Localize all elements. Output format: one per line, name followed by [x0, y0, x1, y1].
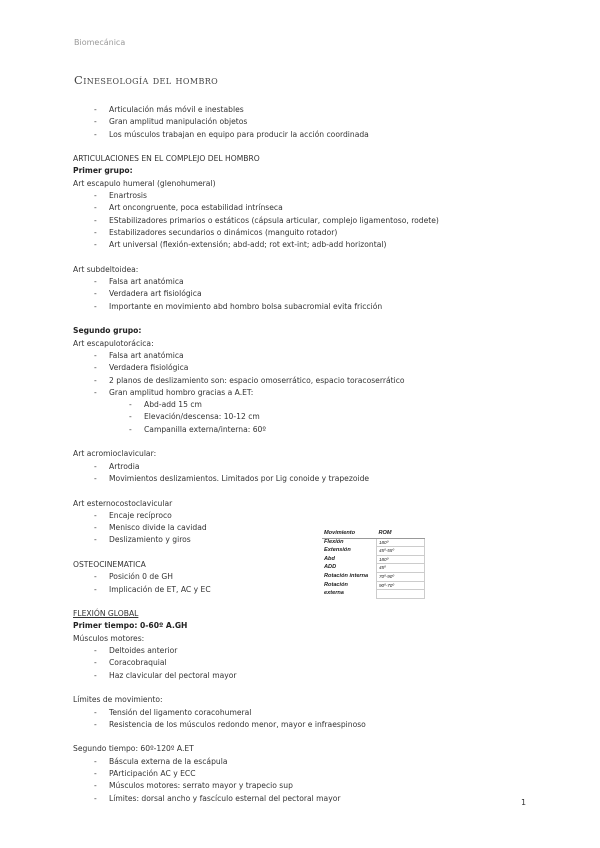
line-text: Estabilizadores secundarios o dinámicos (manguito rotador) — [109, 227, 338, 237]
bullet-item — [73, 202, 543, 214]
bullet-item — [73, 584, 543, 596]
dash-bullet-icon: - — [94, 510, 97, 520]
line-text: Art universal (flexión-extensión; abd-add; rot ext-int; adb-add horizontal) — [109, 240, 387, 250]
running-header: Biomecánica — [74, 38, 126, 47]
dash-bullet-icon: - — [94, 375, 97, 385]
rom-value-cell: 45º-55º — [376, 547, 424, 556]
line-text: Art esternocostoclavicular — [73, 498, 173, 508]
paragraph — [73, 153, 543, 165]
bullet-item — [73, 473, 543, 485]
line-text: Art escapulo humeral (glenohumeral) — [73, 178, 216, 188]
bullet-item — [73, 719, 543, 731]
dash-bullet-icon: - — [94, 535, 97, 545]
rom-movement-cell: Rotación — [324, 581, 348, 588]
spacer — [73, 485, 543, 497]
line-text: Segundo grupo: — [73, 326, 142, 336]
dash-bullet-icon: - — [94, 646, 97, 656]
line-text: Límites de movimiento: — [73, 695, 163, 705]
bullet-item — [73, 227, 543, 239]
bullet-item — [73, 104, 543, 116]
bullet-item — [73, 288, 543, 300]
line-text: Importante en movimiento abd hombro bolsa subacromial evita fricción — [109, 301, 383, 311]
dash-bullet-icon: - — [129, 424, 132, 434]
rom-value-cell: 90º-70º — [376, 581, 424, 590]
bullet-item — [73, 510, 543, 522]
line-text: Gran amplitud hombro gracias a A.ET: — [109, 387, 254, 397]
rom-table-row — [322, 564, 425, 573]
section-subheading — [73, 165, 543, 177]
line-text: EStabilizadores primarios o estáticos (cápsula articular, complejo ligamentoso, rodete) — [109, 215, 439, 225]
dash-bullet-icon: - — [94, 461, 97, 471]
dash-bullet-icon: - — [94, 584, 97, 594]
line-text: Verdadera art fisiológica — [109, 289, 202, 299]
spacer — [73, 731, 543, 743]
rom-header-rom: ROM — [376, 530, 424, 538]
dash-bullet-icon: - — [94, 363, 97, 373]
line-text: Haz clavicular del pectoral mayor — [109, 670, 237, 680]
line-text: Enartrosis — [109, 191, 147, 201]
bullet-item — [73, 362, 543, 374]
rom-value-cell: 180º — [376, 555, 424, 564]
line-text: Art escapulotorácica: — [73, 338, 154, 348]
dash-bullet-icon: - — [94, 793, 97, 803]
line-text: Verdadera fisiológica — [109, 363, 189, 373]
bullet-item — [73, 645, 543, 657]
paragraph — [73, 338, 543, 350]
line-text: Tensión del ligamento coracohumeral — [109, 707, 252, 717]
bullet-item — [73, 657, 543, 669]
line-text: Deslizamiento y giros — [109, 535, 191, 545]
paragraph — [73, 264, 543, 276]
line-text: FLEXIÓN GLOBAL — [73, 609, 139, 619]
bullet-item — [73, 399, 543, 411]
section-subheading — [73, 325, 543, 337]
line-text: Artrodia — [109, 461, 140, 471]
line-text: Art subdeltoidea: — [73, 264, 139, 274]
bullet-item — [73, 768, 543, 780]
rom-table — [322, 530, 425, 599]
dash-bullet-icon: - — [94, 129, 97, 139]
dash-bullet-icon: - — [94, 301, 97, 311]
rom-movement-cell: externa — [324, 590, 344, 597]
rom-value-cell — [376, 590, 424, 599]
line-text: Art oncongruente, poca estabilidad intrínseca — [109, 203, 283, 213]
bullet-item — [73, 239, 543, 251]
dash-bullet-icon: - — [94, 572, 97, 582]
line-text: Falsa art anatómica — [109, 350, 184, 360]
rom-value-cell: 180º — [376, 538, 424, 547]
rom-table-header-row — [322, 530, 425, 538]
dash-bullet-icon: - — [94, 105, 97, 114]
line-text: Art acromioclavicular: — [73, 449, 157, 459]
line-text: Campanilla externa/interna: 60º — [144, 424, 266, 434]
line-text: Falsa art anatómica — [109, 277, 184, 287]
line-text: Segundo tiempo: 60º-120º A.ET — [73, 744, 194, 754]
line-text: 2 planos de deslizamiento son: espacio omoserrático, espacio toracoserrático — [109, 375, 405, 385]
dash-bullet-icon: - — [94, 350, 97, 360]
line-text: Los músculos trabajan en equipo para producir la acción coordinada — [109, 129, 369, 139]
rom-movement-cell: Extensión — [324, 547, 351, 554]
paragraph — [73, 694, 543, 706]
paragraph — [73, 559, 543, 571]
spacer — [73, 682, 543, 694]
line-text: Músculos motores: — [73, 633, 145, 643]
rom-movement-cell: Flexión — [324, 538, 344, 545]
bullet-item — [73, 116, 543, 128]
bullet-item — [73, 129, 543, 141]
dash-bullet-icon: - — [94, 240, 97, 250]
paragraph — [73, 633, 543, 645]
line-text: Abd-add 15 cm — [144, 400, 202, 410]
dash-bullet-icon: - — [94, 707, 97, 717]
dash-bullet-icon: - — [94, 117, 97, 127]
bullet-item — [73, 215, 543, 227]
page-title: Cineseología del hombro — [74, 73, 219, 87]
bullet-item — [73, 522, 543, 534]
bullet-item — [73, 571, 543, 583]
bullet-item — [73, 793, 543, 805]
bullet-item — [73, 424, 543, 436]
dash-bullet-icon: - — [94, 670, 97, 680]
line-text: Movimientos deslizamientos. Limitados por Lig conoide y trapezoide — [109, 473, 370, 483]
dash-bullet-icon: - — [94, 781, 97, 791]
bullet-item — [73, 780, 543, 792]
bullet-item — [73, 670, 543, 682]
dash-bullet-icon: - — [94, 215, 97, 225]
rom-table-row — [322, 590, 425, 599]
dash-bullet-icon: - — [94, 203, 97, 213]
section-heading — [73, 608, 543, 620]
document-body — [73, 104, 543, 805]
bullet-item — [73, 461, 543, 473]
line-text: Coracobraquial — [109, 658, 167, 668]
bullet-item — [73, 707, 543, 719]
line-text: Primer grupo: — [73, 166, 133, 176]
line-text: Elevación/descensa: 10-12 cm — [144, 412, 260, 422]
rom-movement-cell: Rotación interna — [324, 572, 369, 579]
line-text: Resistencia de los músculos redondo menor, mayor e infraespinoso — [109, 719, 366, 729]
line-text: Implicación de ET, AC y EC — [109, 584, 211, 594]
bullet-item — [73, 411, 543, 423]
line-text: Deltoides anterior — [109, 646, 178, 656]
paragraph — [73, 743, 543, 755]
line-text: PArticipación AC y ECC — [109, 769, 196, 779]
rom-table-row — [322, 572, 425, 581]
rom-movement-cell: Abd — [324, 555, 335, 562]
bullet-item — [73, 276, 543, 288]
rom-table-row — [322, 555, 425, 564]
line-text: Encaje recíproco — [109, 510, 172, 520]
rom-table-row — [322, 547, 425, 556]
section-subheading — [73, 620, 543, 632]
dash-bullet-icon: - — [94, 277, 97, 287]
paragraph — [73, 498, 543, 510]
rom-value-cell: 45º — [376, 564, 424, 573]
rom-movement-cell: ADD — [324, 564, 337, 571]
rom-table-row — [322, 538, 425, 547]
rom-value-cell: 70º-90º — [376, 572, 424, 581]
line-text: Posición 0 de GH — [109, 572, 173, 582]
dash-bullet-icon: - — [94, 387, 97, 397]
spacer — [73, 252, 543, 264]
dash-bullet-icon: - — [129, 400, 132, 410]
dash-bullet-icon: - — [94, 756, 97, 766]
bullet-item — [73, 534, 543, 546]
paragraph — [73, 178, 543, 190]
bullet-item — [73, 190, 543, 202]
dash-bullet-icon: - — [94, 523, 97, 533]
line-text: Báscula externa de la escápula — [109, 756, 228, 766]
line-text: Articulación más móvil e inestables — [109, 105, 244, 114]
line-text: Gran amplitud manipulación objetos — [109, 117, 248, 127]
bullet-item — [73, 756, 543, 768]
bullet-item — [73, 387, 543, 399]
line-text: Primer tiempo: 0-60º A.GH — [73, 621, 188, 631]
spacer — [73, 547, 543, 559]
rom-header-movement: Movimiento — [322, 530, 376, 538]
line-text: OSTEOCINEMATICA — [73, 559, 146, 569]
page-number: 1 — [521, 798, 527, 807]
dash-bullet-icon: - — [94, 473, 97, 483]
dash-bullet-icon: - — [94, 191, 97, 201]
rom-table-row — [322, 581, 425, 590]
dash-bullet-icon: - — [94, 719, 97, 729]
paragraph — [73, 448, 543, 460]
dash-bullet-icon: - — [94, 658, 97, 668]
spacer — [73, 313, 543, 325]
spacer — [73, 436, 543, 448]
dash-bullet-icon: - — [94, 289, 97, 299]
bullet-item — [73, 350, 543, 362]
bullet-item — [73, 301, 543, 313]
spacer — [73, 596, 543, 608]
spacer — [73, 141, 543, 153]
dash-bullet-icon: - — [129, 412, 132, 422]
dash-bullet-icon: - — [94, 769, 97, 779]
line-text: Músculos motores: serrato mayor y trapecio sup — [109, 781, 293, 791]
bullet-item — [73, 375, 543, 387]
dash-bullet-icon: - — [94, 227, 97, 237]
line-text: Menisco divide la cavidad — [109, 523, 207, 533]
line-text: ARTICULACIONES EN EL COMPLEJO DEL HOMBRO — [73, 154, 260, 164]
line-text: Límites: dorsal ancho y fascículo esternal del pectoral mayor — [109, 793, 341, 803]
